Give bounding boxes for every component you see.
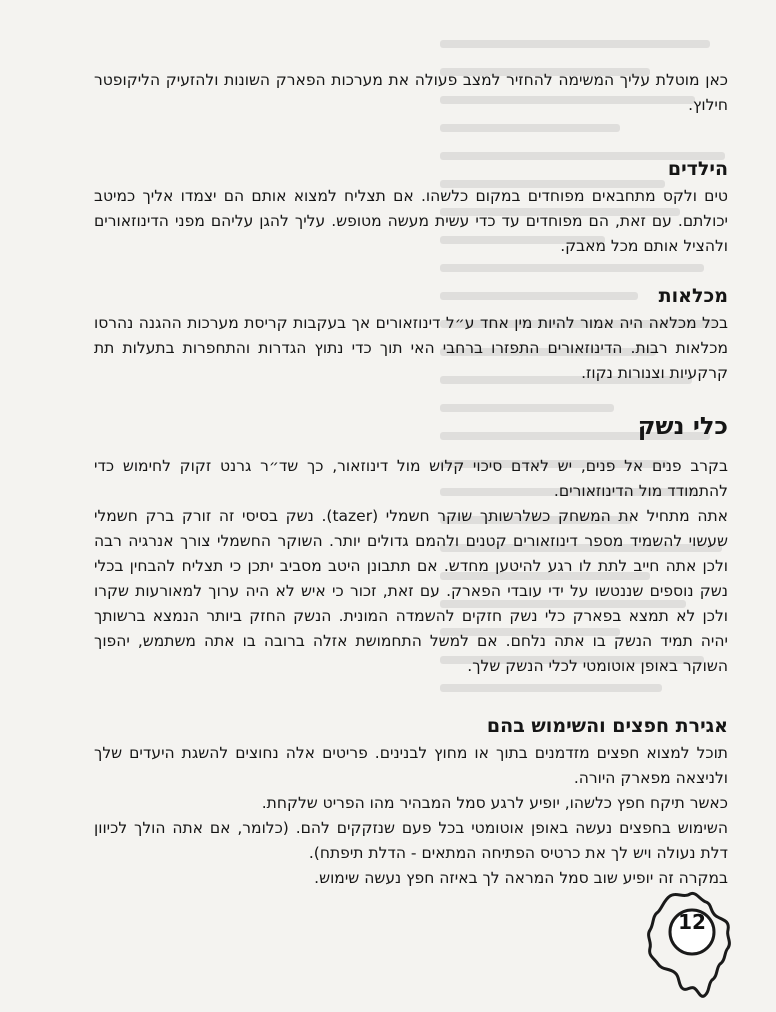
section-children bbox=[94, 156, 728, 259]
section-weapons bbox=[94, 410, 728, 679]
section-title-children: הילדים bbox=[667, 158, 728, 180]
paragraph-weapons-intro: בקרב פנים אל פנים, יש לאדם סיכוי קלוש מול דינוזאור, כך שד״ר גרנט זקוק לחימוש כדי להתמודד מול הדינוזאורים. bbox=[94, 457, 728, 500]
paragraph-items-pickup: כאשר תיקח חפץ כלשהו, יופיע לרגע סמל המבהיר מהו הפריט שלקחת. bbox=[261, 794, 728, 812]
section-title-items: אגירת חפצים והשימוש בהם bbox=[486, 715, 728, 737]
section-title-enclosures: מכלאות bbox=[658, 285, 728, 307]
section-enclosures bbox=[94, 283, 728, 386]
paragraph-items-symbol: במקרה זה יופיע שוב סמל המראה לך באיזה חפץ נעשה שימוש. bbox=[314, 869, 728, 887]
intro-paragraph: כאן מוטלת עליך המשימה להחזיר למצב פעולה את מערכות הפארק השונות ולהזעיק הליקופטר חילוץ. bbox=[94, 71, 728, 114]
page-number: 12 bbox=[678, 910, 706, 934]
island-outline-icon bbox=[640, 890, 736, 1000]
paragraph-weapons-tazer: אתה מתחיל את המשחק כשלרשותך שוקר חשמלי (tazer). נשק בסיסי זה זורק ברק חשמלי שעשוי להשמיד מספר דינוזאורים קטנים ולהמם גדולים יותר. השוקר החשמלי צורך אנרגיה רבה ולכן אתה חייב לתת לו רגע להיטען מחדש. אם תתבונן היטב מסביב יתכן כי תצליח להבחין בכלי נשק נוספים שננטשו על ידי עובדי הפארק. עם זאת, זכור כי איש לא היה ערוך למאורעות שקרו ולכן לא תמצא בפארק כלי נשק חזקים להשמדה המונית. הנשק החזק ביותר הנמצא ברשותך יהיה תמיד הנשק בו אתה נלחם. אם למשל התחמושת אזלה ברובה בו אתה משתמש, יהפוך השוקר באופן אוטומטי לכלי הנשק שלך. bbox=[94, 507, 729, 675]
section-title-weapons: כלי נשק bbox=[637, 412, 728, 440]
manual-page bbox=[94, 68, 728, 915]
page-number-badge bbox=[640, 890, 736, 1000]
paragraph-items-finding: תוכל למצוא חפצים מזדמנים בתוך או מחוץ לבנינים. פריטים אלה נחוצים להשגת היעדים שלך ולניצאה מפארק היורה. bbox=[94, 744, 728, 787]
paragraph-enclosures: בכל מכלאה היה אמור להיות מין אחד ע״ל דינוזאורים אך בעקבות קריסת מערכות ההגנה נהרסו מכלאות רבות. הדינוזאורים התפזרו ברחבי האי תוך כדי נתוץ הגדרות והתחפרות בתעלות תת קרקעיות וצנורות נקוז. bbox=[94, 314, 728, 382]
paragraph-children: טים ולקס מתחבאים מפוחדים במקום כלשהו. אם תצליח למצוא אותם הם יצמדו אליך כמיטב יכולתם. עם זאת, הם מפוחדים עד כדי עשית מעשה מטופש. עליך להגן עליהם מפני הדינוזאורים ולהציל אותם מכל מאבק. bbox=[94, 187, 728, 255]
section-items bbox=[94, 713, 728, 891]
paragraph-items-usage: השימוש בחפצים נעשה באופן אוטומטי בכל פעם שנזקקים להם. (כלומר, אם אתה הולך לכיוון דלת נעולה ויש לך את כרטיס הפתיחה המתאים - הדלת תיפתח). bbox=[94, 819, 728, 862]
